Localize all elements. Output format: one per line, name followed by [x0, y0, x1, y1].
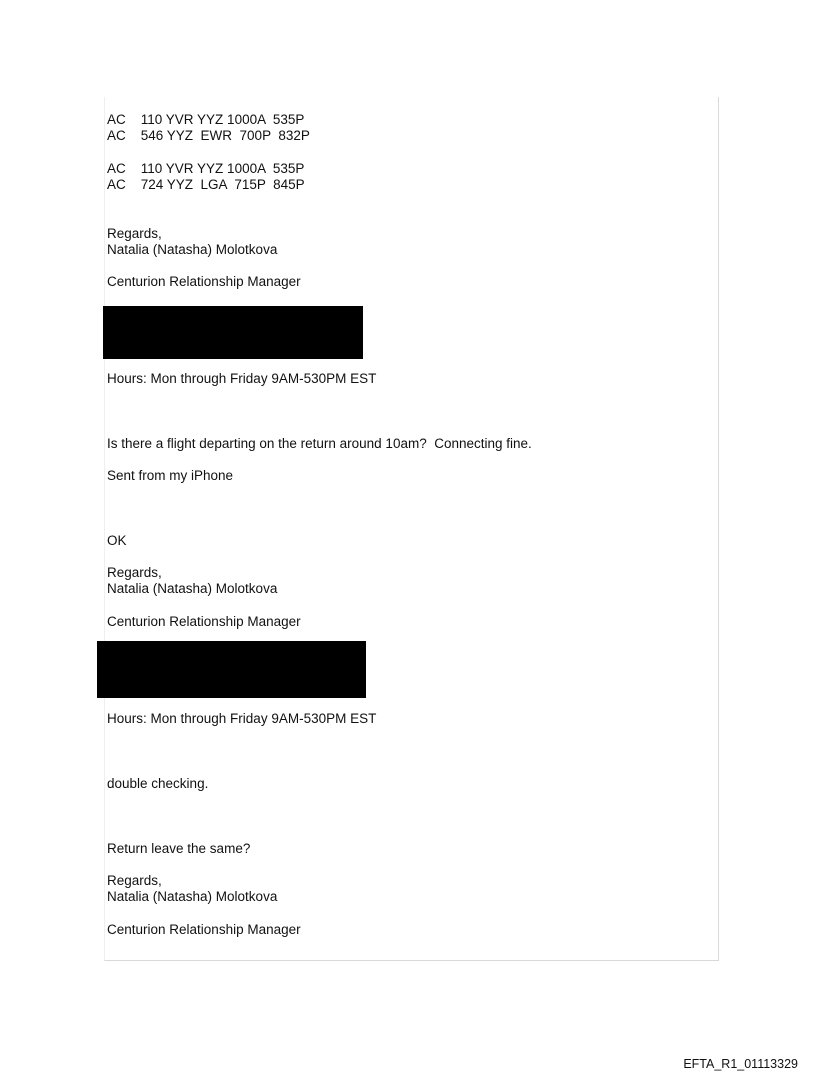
- redaction-block: [97, 641, 366, 698]
- message-sent-from: Sent from my iPhone: [107, 468, 234, 483]
- flight-option-1-leg-1: AC 110 YVR YYZ 1000A 535P: [107, 112, 305, 127]
- redaction-block: [103, 306, 363, 359]
- signature-title: Centurion Relationship Manager: [107, 614, 301, 629]
- signature-hours: Hours: Mon through Friday 9AM-530PM EST: [107, 711, 377, 726]
- message-ok: OK: [107, 533, 127, 548]
- signature-hours: Hours: Mon through Friday 9AM-530PM EST: [107, 371, 377, 386]
- message-return-question: Return leave the same?: [107, 841, 251, 856]
- signature-regards: Regards,: [107, 873, 162, 888]
- flight-option-1-leg-2: AC 546 YYZ EWR 700P 832P: [107, 128, 310, 143]
- message-question: Is there a flight departing on the return around 10am? Connecting fine.: [107, 436, 532, 451]
- signature-name: Natalia (Natasha) Molotkova: [107, 889, 278, 904]
- flight-option-2-leg-1: AC 110 YVR YYZ 1000A 535P: [107, 161, 305, 176]
- flight-option-2-leg-2: AC 724 YYZ LGA 715P 845P: [107, 177, 305, 192]
- document-id-footer: EFTA_R1_01113329: [683, 1057, 798, 1071]
- signature-regards: Regards,: [107, 565, 162, 580]
- signature-regards: Regards,: [107, 226, 162, 241]
- signature-title: Centurion Relationship Manager: [107, 922, 301, 937]
- email-thread-frame: [104, 97, 719, 961]
- signature-name: Natalia (Natasha) Molotkova: [107, 242, 278, 257]
- signature-title: Centurion Relationship Manager: [107, 274, 301, 289]
- message-double-checking: double checking.: [107, 776, 209, 791]
- signature-name: Natalia (Natasha) Molotkova: [107, 581, 278, 596]
